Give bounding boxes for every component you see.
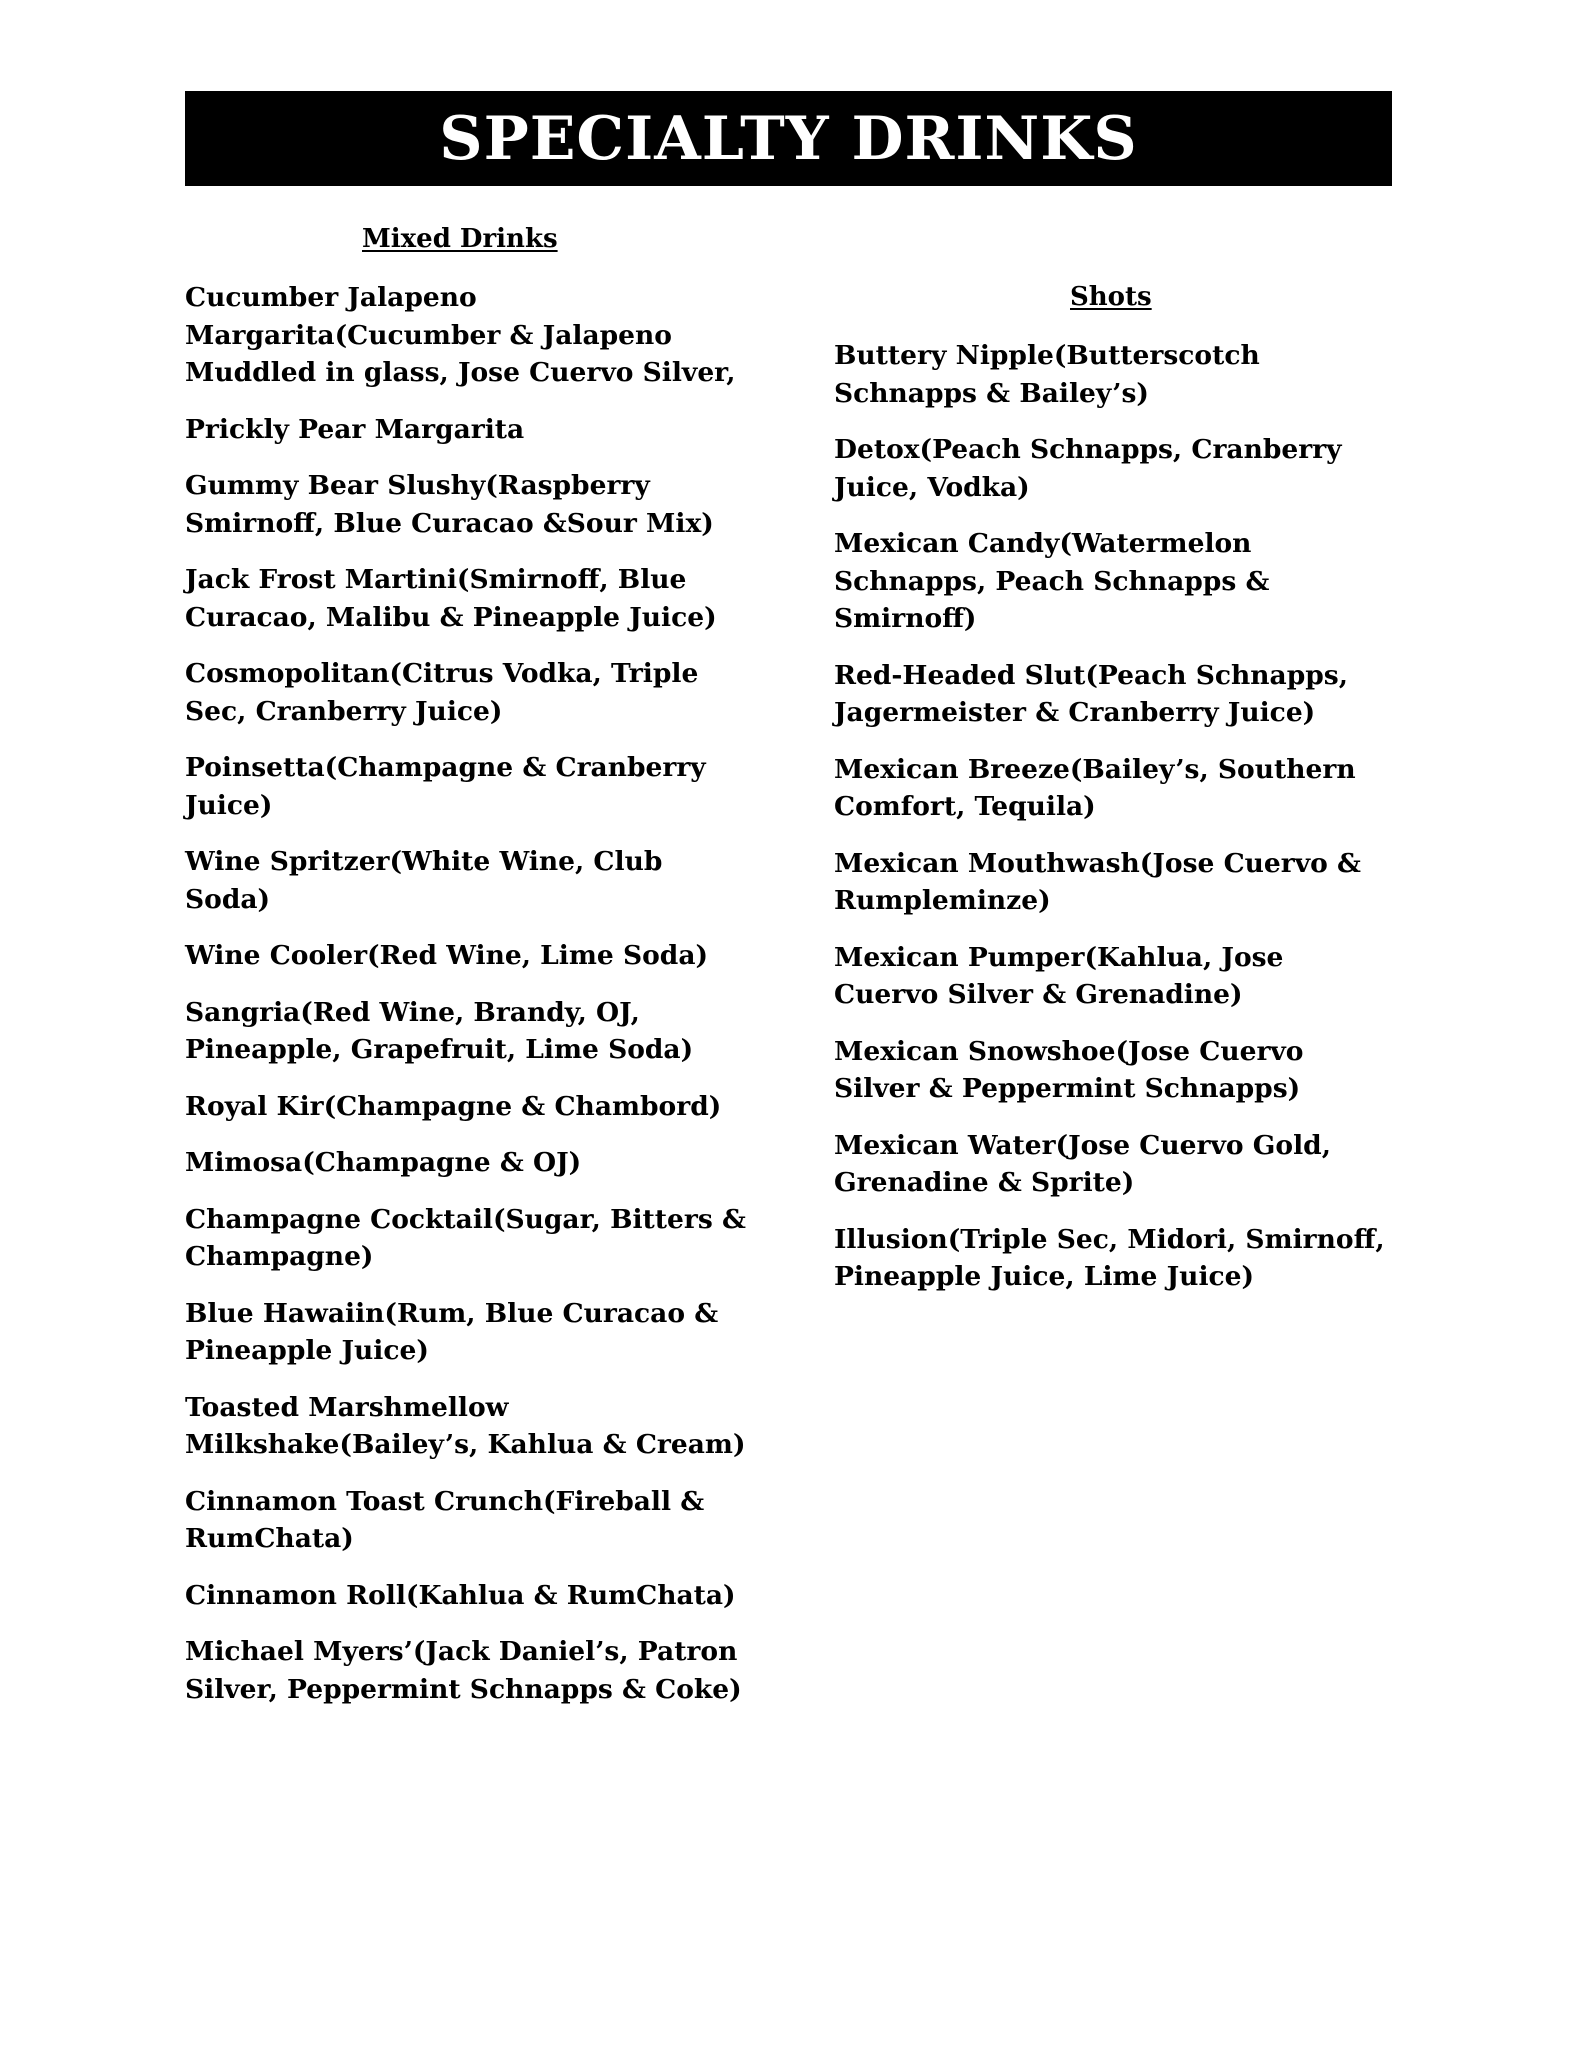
mixed-drink-item: Cosmopolitan(Citrus Vodka, Triple Sec, Cranberry Juice) <box>185 658 699 727</box>
mixed-drink-item: Champagne Cocktail(Sugar, Bitters & Champagne) <box>185 1203 746 1272</box>
mixed-drink-item: Prickly Pear Margarita <box>185 413 525 445</box>
mixed-drink-item: Michael Myers’(Jack Daniel’s, Patron Silver, Peppermint Schnapps & Coke) <box>185 1636 742 1705</box>
shot-item: Mexican Snowshoe(Jose Cuervo Silver & Peppermint Schnapps) <box>834 1035 1304 1104</box>
mixed-drink-item: Royal Kir(Champagne & Chambord) <box>185 1090 722 1122</box>
mixed-drink-item: Cucumber Jalapeno Margarita(Cucumber & Jalapeno Muddled in glass, Jose Cuervo Silver, <box>185 282 736 388</box>
shot-item: Buttery Nipple(Butterscotch Schnapps & Bailey’s) <box>834 340 1260 409</box>
mixed-drink-item: Blue Hawaiin(Rum, Blue Curacao & Pineapple Juice) <box>185 1297 719 1366</box>
mixed-drink-item: Poinsetta(Champagne & Cranberry Juice) <box>185 752 706 821</box>
mixed-drinks-list <box>185 279 755 1727</box>
mixed-drink-item: Cinnamon Toast Crunch(Fireball & RumChata) <box>185 1485 705 1554</box>
shot-item: Red-Headed Slut(Peach Schnapps, Jagermeister & Cranberry Juice) <box>834 659 1348 728</box>
mixed-drink-item: Toasted Marshmellow Milkshake(Bailey’s, Kahlua & Cream) <box>185 1391 746 1460</box>
shot-item: Mexican Candy(Watermelon Schnapps, Peach Schnapps & Smirnoff) <box>834 528 1270 634</box>
mixed-drink-item: Cinnamon Roll(Kahlua & RumChata) <box>185 1579 736 1611</box>
mixed-drink-item: Wine Spritzer(White Wine, Club Soda) <box>185 846 663 915</box>
mixed-drink-item: Wine Cooler(Red Wine, Lime Soda) <box>185 940 709 971</box>
shot-item: Mexican Mouthwash(Jose Cuervo & Rumpleminze) <box>834 847 1361 916</box>
shot-item: Mexican Pumper(Kahlua, Jose Cuervo Silver & Grenadine) <box>834 941 1284 1010</box>
page-title: SPECIALTY DRINKS <box>439 103 1138 174</box>
shot-item: Mexican Breeze(Bailey’s, Southern Comfort, Tequila) <box>834 753 1356 822</box>
shots-list <box>834 337 1394 1315</box>
mixed-drink-item: Gummy Bear Slushy(Raspberry Smirnoff, Blue Curacao &Sour Mix) <box>185 470 714 539</box>
mixed-drinks-heading: Mixed Drinks <box>362 224 558 254</box>
title-banner <box>185 91 1392 186</box>
shot-item: Illusion(Triple Sec, Midori, Smirnoff, Pineapple Juice, Lime Juice) <box>834 1223 1385 1292</box>
mixed-drink-item: Mimosa(Champagne & OJ) <box>185 1147 582 1178</box>
mixed-drink-item: Jack Frost Martini(Smirnoff, Blue Curacao, Malibu & Pineapple Juice) <box>185 564 717 633</box>
shots-heading: Shots <box>1070 282 1152 312</box>
shot-item: Mexican Water(Jose Cuervo Gold, Grenadine & Sprite) <box>834 1129 1331 1198</box>
shot-item: Detox(Peach Schnapps, Cranberry Juice, Vodka) <box>834 434 1342 503</box>
mixed-drink-item: Sangria(Red Wine, Brandy, OJ, Pineapple, Grapefruit, Lime Soda) <box>185 996 694 1065</box>
